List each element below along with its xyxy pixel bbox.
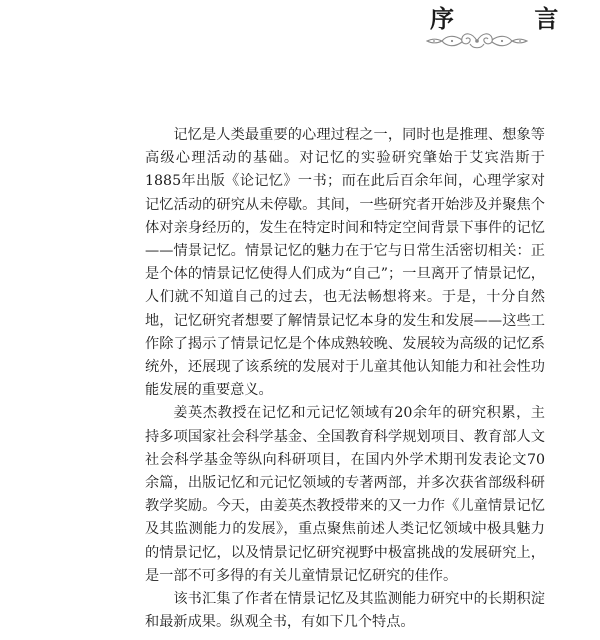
preface-paragraph-1: 记忆是人类最重要的心理过程之一，同时也是推理、想象等高级心理活动的基础。对记忆的实验研究肇始于艾宾浩斯于1885年出版《论记忆》一书；而在此后百余年间，心理学家对记忆活动的研究从未停歇。其间，一些研究者开始涉及并聚焦个体对亲身经历的，发生在特定时间和特定空间背景下事件的记忆——情景记忆。情景记忆的魅力在于它与日常生活密切相关：正是个体的情景记忆使得人们成为“自己”；一旦离开了情景记忆，人们就不知道自己的过去，也无法畅想将来。于是，十分自然地，记忆研究者想要了解情景记忆本身的发生和发展——这些工作除了揭示了情景记忆是个体成熟较晚、发展较为高级的记忆系统外，还展现了该系统的发展对于儿童其他认知能力和社会性功能发展的重要意义。 bbox=[145, 127, 545, 399]
decorative-ornament bbox=[424, 30, 530, 52]
preface-paragraph-3: 该书汇集了作者在情景记忆及其监测能力研究中的长期积淀和最新成果。纵观全书，有如下几个特点。 bbox=[145, 591, 545, 631]
preface-paragraph-2: 姜英杰教授在记忆和元记忆领域有20余年的研究积累，主持多项国家社会科学基金、全国教育科学规划项目、教育部人文社会科学基金等纵向科研项目，在国内外学术期刊发表论文70余篇，出版记忆和元记忆领域的专著两部，并多次获省部级科研教学奖励。今天，由姜英杰教授带来的又一力作《儿童情景记忆及其监测能力的发展》，重点聚焦前述人类记忆领域中极具魅力的情景记忆，以及情景记忆研究视野中极富挑战的发展研究上，是一部不可多得的有关儿童情景记忆研究的佳作。 bbox=[145, 405, 545, 584]
page-title: 序 言 bbox=[430, 4, 595, 33]
preface-body bbox=[145, 124, 545, 634]
